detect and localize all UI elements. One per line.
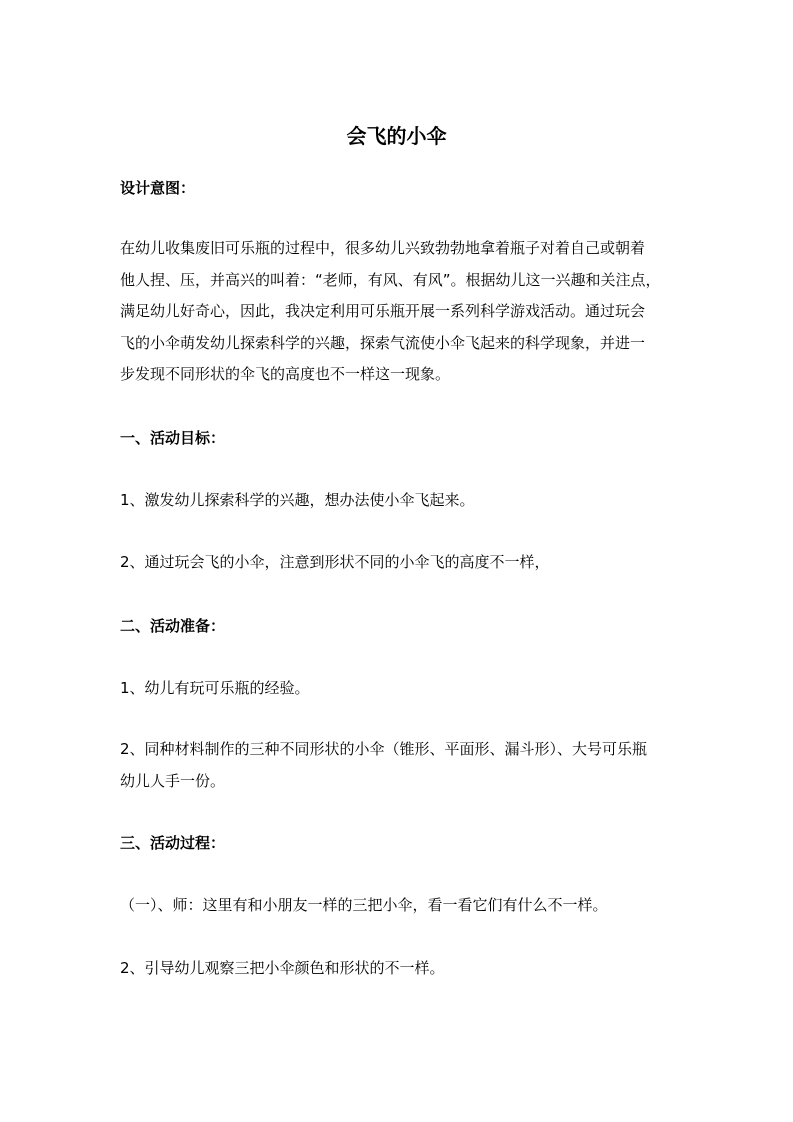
goals-heading: 一、活动目标： [120,429,226,447]
process-item: （一）、师：这里有和小朋友一样的三把小伞，看一看它们有什么不一样。 [120,896,608,914]
paragraph-line: 幼儿人手一份。 [120,771,226,790]
design-intent-paragraph [120,233,680,391]
page-title: 会飞的小伞 [346,124,447,148]
goal-item: 1、激发幼儿探索科学的兴趣，想办法使小伞飞起来。 [120,491,475,509]
process-item: 2、引导幼儿观察三把小伞颜色和形状的不一样。 [120,959,445,977]
preparation-item [120,734,680,797]
paragraph-line: 在幼儿收集废旧可乐瓶的过程中，很多幼儿兴致勃勃地拿着瓶子对着自己或朝着 [120,239,646,257]
process-heading: 三、活动过程： [120,834,226,852]
goal-item: 2、通过玩会飞的小伞，注意到形状不同的小伞飞的高度不一样， [120,553,550,571]
paragraph-line: 2、同种材料制作的三种不同形状的小伞（锥形、平面形、漏斗形）、大号可乐瓶 [120,740,648,758]
design-intent-heading: 设计意图： [120,179,196,197]
preparation-item: 1、幼儿有玩可乐瓶的经验。 [120,679,310,697]
preparation-heading: 二、活动准备： [120,617,226,635]
paragraph-line: 他人捏、压，并高兴的叫着：“老师，有风、有风”。根据幼儿这一兴趣和关注点， [120,270,661,289]
paragraph-line: 步发现不同形状的伞飞的高度也不一样这一现象。 [120,365,451,383]
paragraph-line: 飞的小伞萌发幼儿探索科学的兴趣，探索气流使小伞飞起来的科学现象，并进一 [120,333,646,352]
paragraph-line: 满足幼儿好奇心，因此，我决定利用可乐瓶开展一系列科学游戏活动。通过玩会 [120,302,646,320]
